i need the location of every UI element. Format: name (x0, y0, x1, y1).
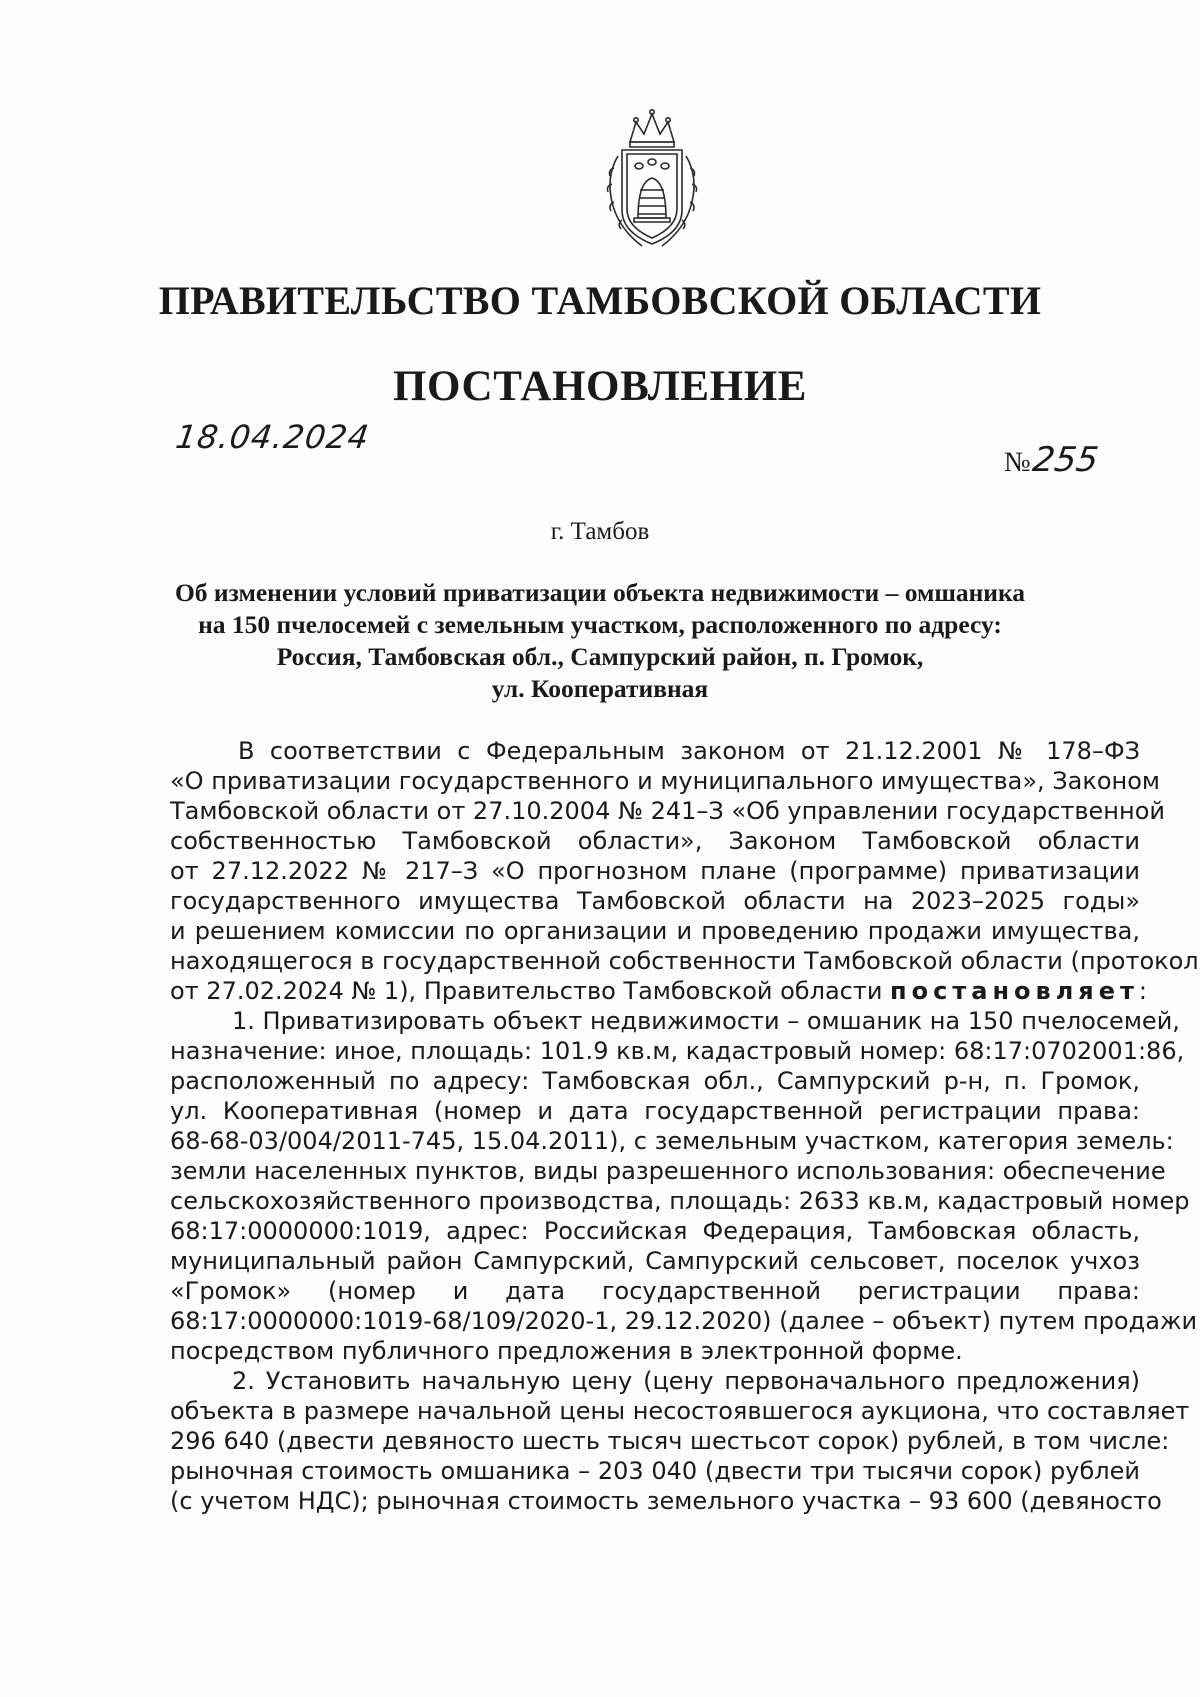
coat-of-arms-emblem (592, 106, 712, 256)
body-line: 68:17:0000000:1019-68/109/2020-1, 29.12.2020) (далее – объект) путем продажи (170, 1307, 1198, 1335)
body-line: Тамбовской области от 27.10.2004 № 241–З «Об управлении государственной (170, 797, 1165, 825)
body-line: (с учетом НДС); рыночная стоимость земельного участка – 93 600 (девяносто (170, 1487, 1162, 1515)
title-line: ул. Кооперативная (491, 674, 709, 703)
body-line: посредством публичного предложения в электронной форме. (170, 1337, 963, 1365)
title-line: Об изменении условий приватизации объекта недвижимости – омшаника (174, 578, 1026, 607)
body-line: назначение: иное, площадь: 101.9 кв.м, кадастровый номер: 68:17:0702001:86, (170, 1037, 1185, 1065)
body-line: 1. Приватизировать объект недвижимости – омшаник на 150 пчелосемей, (232, 1007, 1180, 1035)
body-line: государственного имущества Тамбовской области на 2023–2025 годы» (170, 887, 1140, 915)
body-line: В соответствии с Федеральным законом от 21.12.2001 № 178–ФЗ (238, 737, 1140, 765)
number-label: № (1004, 447, 1031, 478)
body-line: 2. Установить начальную цену (цену первоначального предложения) (232, 1367, 1140, 1395)
body-line: «О приватизации государственного и муниципального имущества», Законом (170, 767, 1161, 795)
body-line: находящегося в государственной собственности Тамбовской области (протокол (170, 947, 1199, 975)
title-line: на 150 пчелосемей с земельным участком, расположенного по адресу: (198, 610, 1002, 639)
body-line-text: от 27.02.2024 № 1), Правительство Тамбовской области (170, 977, 891, 1005)
body-line: рыночная стоимость омшаника – 203 040 (двести три тысячи сорок) рублей (170, 1457, 1140, 1485)
body-line: земли населенных пунктов, виды разрешенного использования: обеспечение (170, 1157, 1166, 1185)
decree-word: постановляет (890, 977, 1139, 1005)
title-line: Россия, Тамбовская обл., Сампурский район, п. Громок, (276, 642, 924, 671)
body-line: муниципальный район Сампурский, Сампурский сельсовет, поселок учхоз (170, 1247, 1140, 1275)
document-title (150, 577, 1050, 705)
body-line: «Громок» (номер и дата государственной регистрации права: (170, 1277, 1140, 1305)
body-line: объекта в размере начальной цены несостоявшегося аукциона, что составляет (170, 1397, 1190, 1425)
body-line-decree (170, 977, 1147, 1005)
organization-name: ПРАВИТЕЛЬСТВО ТАМБОВСКОЙ ОБЛАСТИ (158, 278, 1042, 323)
document-number (1004, 440, 1101, 480)
decree-colon: : (1138, 977, 1147, 1005)
body-line: ул. Кооперативная (номер и дата государственной регистрации права: (170, 1097, 1140, 1125)
body-line: сельскохозяйственного производства, площадь: 2633 кв.м, кадастровый номер (170, 1187, 1190, 1215)
body-line: от 27.12.2022 № 217–З «О прогнозном плане (программе) приватизации (170, 857, 1140, 885)
body-line: 68-68-03/004/2011-745, 15.04.2011), с земельным участком, категория земель: (170, 1127, 1174, 1155)
body-line: 68:17:0000000:1019, адрес: Российская Федерация, Тамбовская область, (170, 1217, 1140, 1245)
body-line: собственностью Тамбовской области», Законом Тамбовской области (170, 827, 1140, 855)
document-date: 18.04.2024 (173, 418, 372, 456)
body-line: и решением комиссии по организации и проведению продажи имущества, (170, 917, 1140, 945)
body-line: расположенный по адресу: Тамбовская обл., Сампурский р-н, п. Громок, (170, 1067, 1140, 1095)
body-line: 296 640 (двести девяносто шесть тысяч шестьсот сорок) рублей, в том числе: (170, 1427, 1170, 1455)
document-type: ПОСТАНОВЛЕНИЕ (392, 363, 808, 410)
number-value: 255 (1029, 440, 1101, 480)
city-name: г. Тамбов (550, 518, 650, 545)
